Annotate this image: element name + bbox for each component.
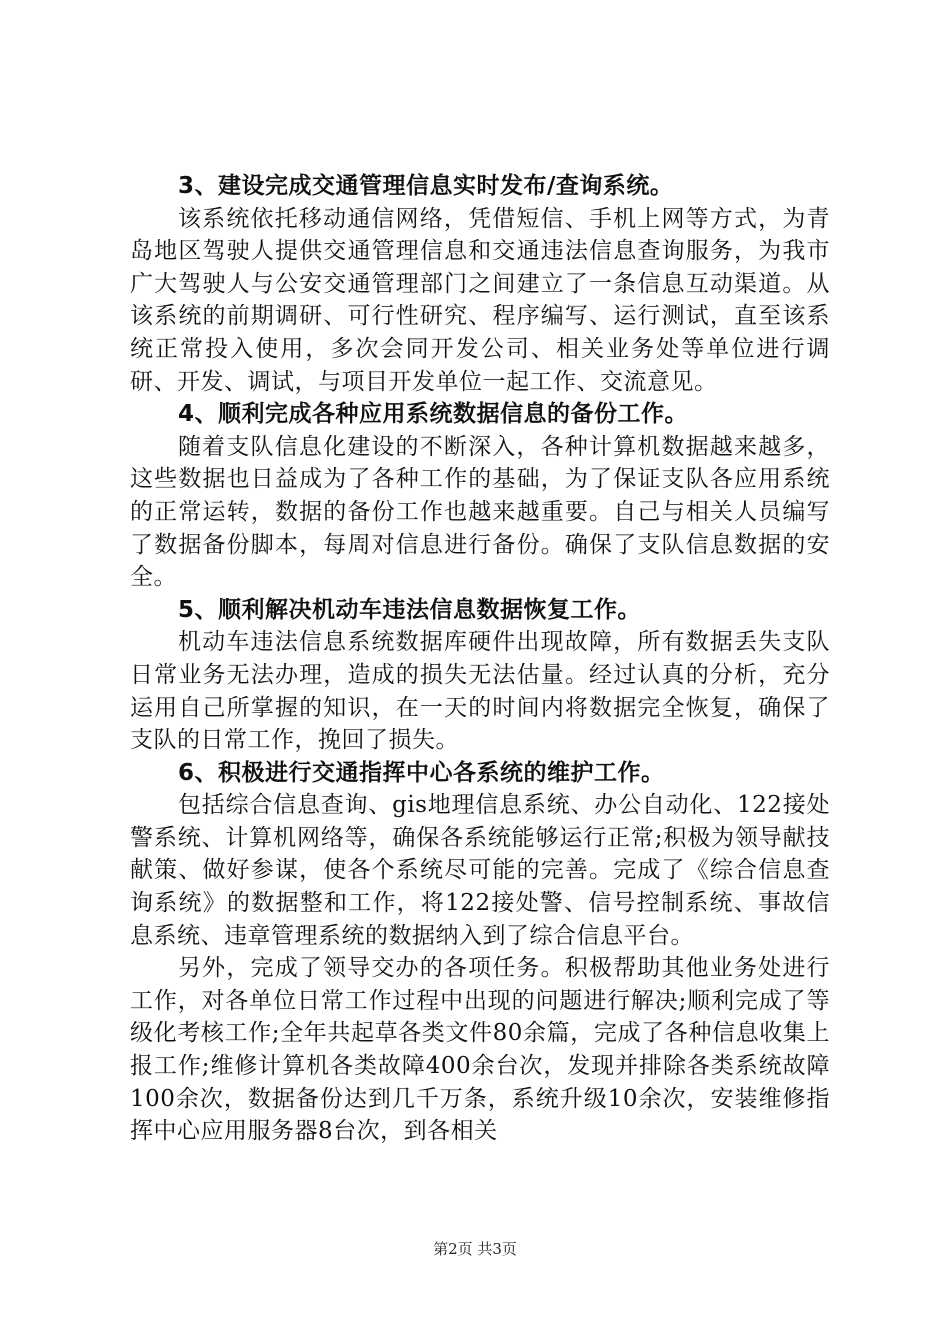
section-heading-6: 6、积极进行交通指挥中心各系统的维护工作。	[178, 759, 665, 786]
page-number-label: 第2页 共3页	[433, 1240, 517, 1258]
section-heading-5: 5、顺利解决机动车违法信息数据恢复工作。	[178, 596, 642, 623]
section-paragraph-4: 随着支队信息化建设的不断深入，各种计算机数据越来越多，这些数据也日益成为了各种工作的基础，为了保证支队各应用系统的正常运转，数据的备份工作也越来越重要。自己与相关人员编写了数据备份脚本，每周对信息进行备份。确保了支队信息数据的安全。	[130, 433, 830, 591]
section-paragraph-3: 该系统依托移动通信网络，凭借短信、手机上网等方式，为青岛地区驾驶人提供交通管理信息和交通违法信息查询服务，为我市广大驾驶人与公安交通管理部门之间建立了一条信息互动渠道。从该系统的前期调研、可行性研究、程序编写、运行测试，直至该系统正常投入使用，多次会同开发公司、相关业务处等单位进行调研、开发、调试，与项目开发单位一起工作、交流意见。	[130, 205, 830, 395]
document-body	[130, 170, 830, 1148]
section-paragraph-5: 机动车违法信息系统数据库硬件出现故障，所有数据丢失支队日常业务无法办理，造成的损失无法估量。经过认真的分析，充分运用自己所掌握的知识，在一天的时间内将数据完全恢复，确保了支队的日常工作，挽回了损失。	[130, 629, 830, 754]
section-paragraph-6: 包括综合信息查询、gis地理信息系统、办公自动化、122接处警系统、计算机网络等，确保各系统能够运行正常;积极为领导献技献策、做好参谋，使各个系统尽可能的完善。完成了《综合信息查询系统》的数据整和工作，将122接处警、信号控制系统、事故信息系统、违章管理系统的数据纳入到了综合信息平台。	[130, 792, 830, 949]
closing-paragraph: 另外，完成了领导交办的各项任务。积极帮助其他业务处进行工作，对各单位日常工作过程中出现的问题进行解决;顺利完成了等级化考核工作;全年共起草各类文件80余篇，完成了各种信息收集上报工作;维修计算机各类故障400余台次，发现并排除各类系统故障100余次，数据备份达到几千万条，系统升级10余次，安装维修指挥中心应用服务器8台次，到各相关	[130, 955, 830, 1145]
section-heading-4: 4、顺利完成各种应用系统数据信息的备份工作。	[178, 401, 689, 428]
section-heading-3: 3、建设完成交通管理信息实时发布/查询系统。	[178, 173, 674, 199]
page-footer	[0, 1238, 950, 1259]
